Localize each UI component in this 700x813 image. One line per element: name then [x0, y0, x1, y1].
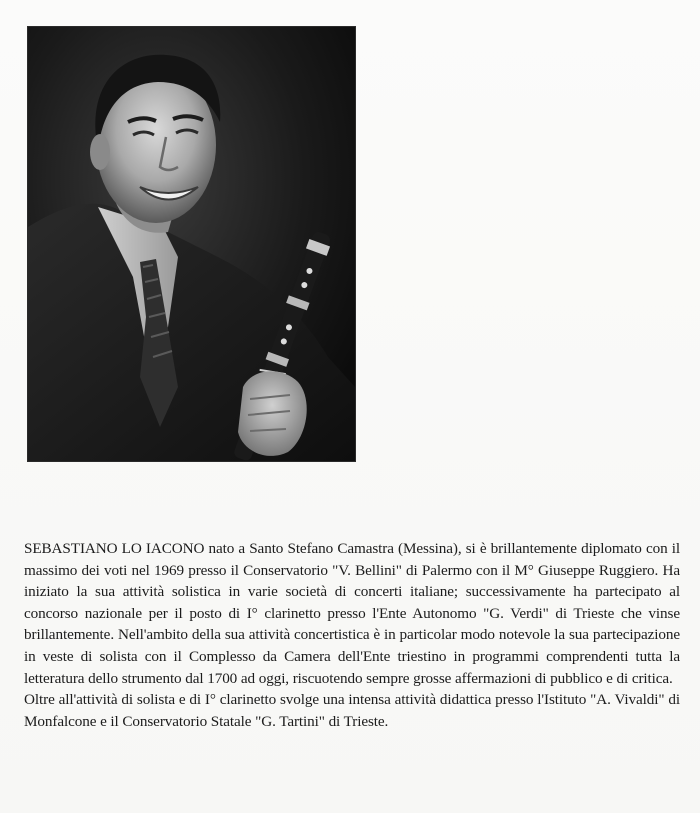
biography-paragraph-2: Oltre all'attività di solista e di I° clarinetto svolge una intensa attività didattica presso l'Istituto "A. Vivaldi" di Monfalcone e il Conservatorio Statale "G. Tartini" di Trieste.: [24, 691, 680, 730]
portrait-photo: [28, 27, 355, 461]
biography-text: [24, 538, 680, 732]
biography-paragraph-1: SEBASTIANO LO IACONO nato a Santo Stefano Camastra (Messina), si è brillantemente diplomato con il massimo dei voti nel 1969 presso il Conservatorio "V. Bellini" di Palermo con il M° Giuseppe Ruggiero. Ha iniziato la sua attività solistica in varie società di concerti italiane; successivamente ha partecipato al concorso nazionale per il posto di I° clarinetto presso l'Ente Autonomo "G. Verdi" di Trieste che vinse brillantemente. Nell'ambito della sua attività concertistica è in particolar modo notevole la sua partecipazione in veste di solista con il Complesso da Camera dell'Ente triestino in programmi comprendenti tutta la letteratura dello strumento dal 1700 ad oggi, riscuotendo sempre grosse affermazioni di pubblico e di critica.: [24, 540, 680, 687]
portrait-illustration: [28, 27, 355, 461]
